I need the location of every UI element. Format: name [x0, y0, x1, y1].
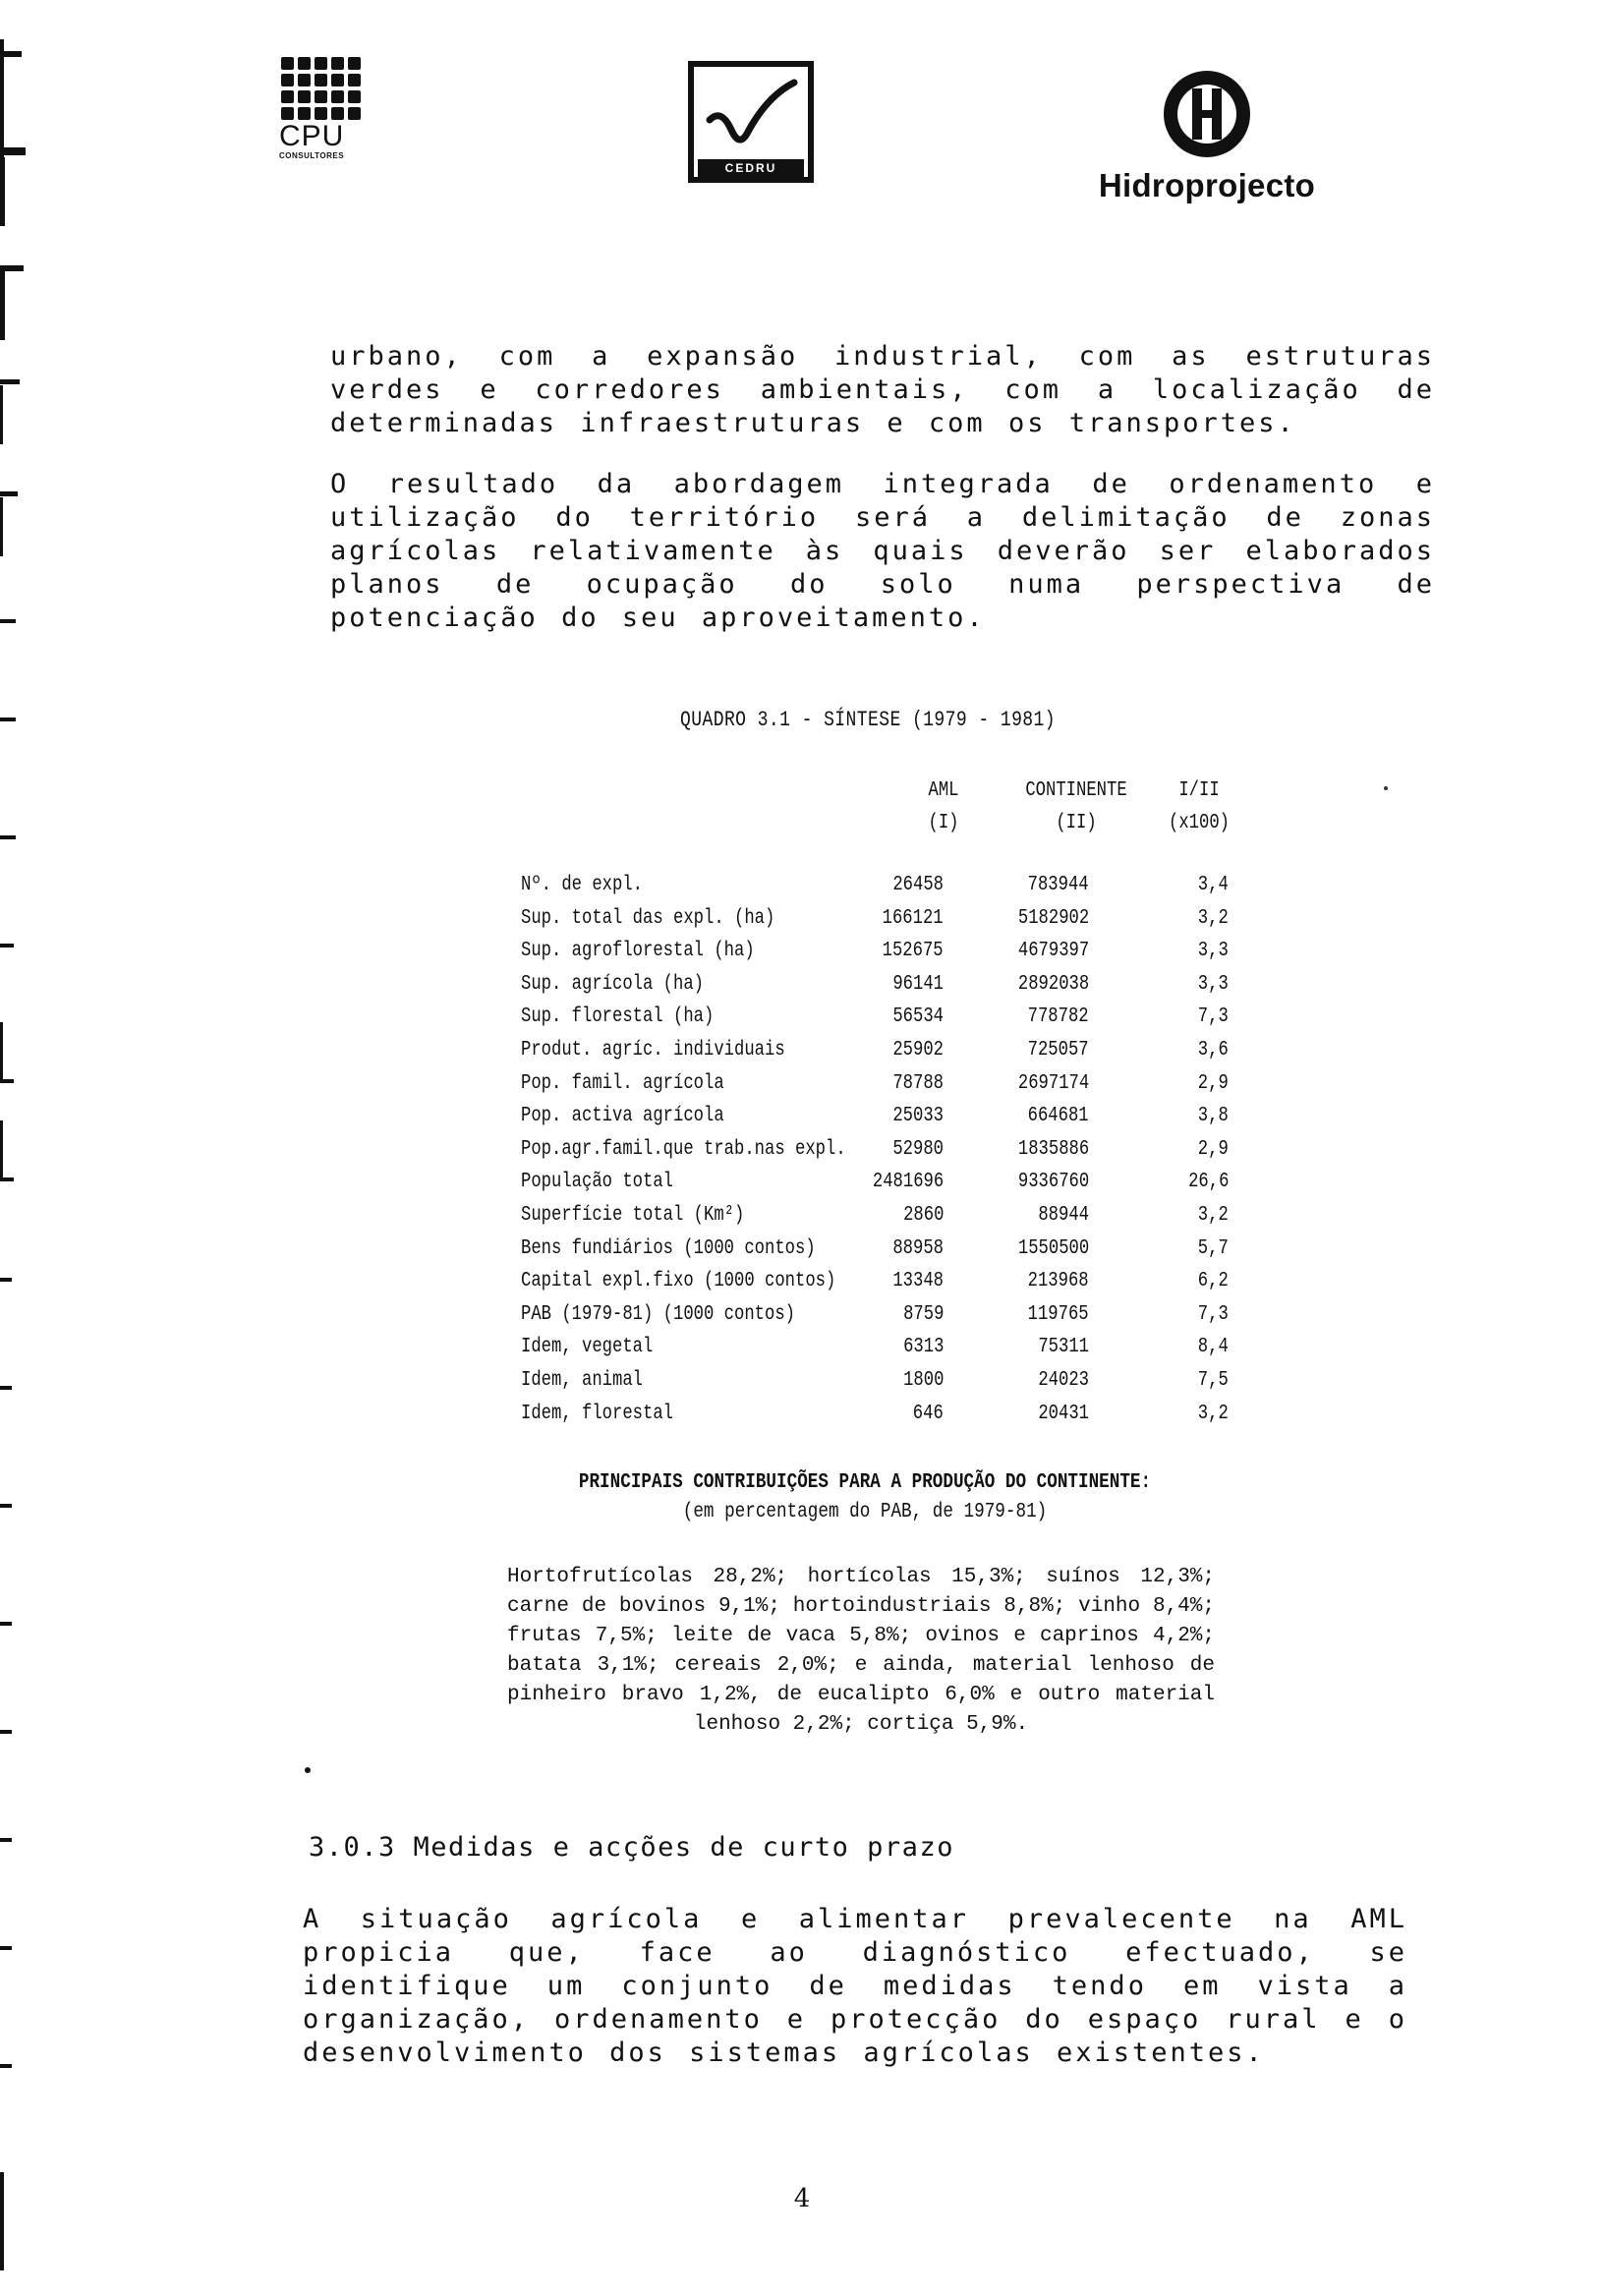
- row-label: Idem, animal: [521, 1369, 644, 1392]
- row-label: Superfície total (Km²): [521, 1204, 745, 1227]
- table-row: [511, 1199, 1258, 1232]
- row-label: Idem, florestal: [521, 1402, 674, 1425]
- row-label: Idem, vegetal: [521, 1336, 654, 1359]
- row-label: Nº. de expl.: [521, 874, 644, 896]
- cell-continente: 725057: [1027, 1039, 1089, 1062]
- cell-ratio: 2,9: [1197, 1071, 1229, 1095]
- cell-aml: 2860: [902, 1204, 944, 1227]
- cell-continente: 213968: [1027, 1270, 1089, 1293]
- cell-ratio: 6,2: [1197, 1270, 1229, 1293]
- table-row: [511, 1265, 1258, 1297]
- cell-ratio: 7,3: [1197, 1302, 1229, 1326]
- cell-aml: 6313: [902, 1336, 944, 1359]
- paragraph-measures: A situação agrícola e alimentar prevalecente na AML propicia que, face ao diagnóstico efectuado, se identifique um conjunto de medidas tendo em vista a organização, ordenamento e protecção do espaço rural e o desenvolvimento dos sistemas agrícolas existentes.: [303, 1904, 1407, 2068]
- bullet-mark: [305, 1767, 311, 1773]
- cell-ratio: 3,2: [1197, 1204, 1229, 1227]
- row-label: PAB (1979-81) (1000 contos): [521, 1302, 796, 1326]
- row-label: Produt. agríc. individuais: [521, 1039, 785, 1062]
- table-row: [511, 1364, 1258, 1397]
- table-row: [511, 935, 1258, 967]
- cell-ratio: 5,7: [1197, 1236, 1229, 1260]
- cell-continente: 778782: [1027, 1005, 1089, 1029]
- cell-aml: 1800: [902, 1369, 944, 1392]
- cell-ratio: 7,5: [1197, 1369, 1229, 1392]
- table-row: [511, 902, 1258, 935]
- cell-aml: 13348: [892, 1270, 944, 1293]
- col-header-continente: CONTINENTE: [1025, 779, 1127, 802]
- cell-aml: 26458: [892, 874, 944, 896]
- contributions-subtitle: (em percentagem do PAB, de 1979-81): [682, 1501, 1048, 1523]
- cedru-logo-text: CEDRU: [698, 159, 804, 177]
- cell-ratio: 3,2: [1197, 1402, 1229, 1425]
- speck: [1384, 786, 1388, 790]
- table-row: [511, 869, 1258, 901]
- cell-ratio: 7,3: [1197, 1005, 1229, 1029]
- table-row: [511, 968, 1258, 1001]
- table-row: [511, 1398, 1258, 1430]
- cell-ratio: 2,9: [1197, 1137, 1229, 1161]
- cedru-logo: [688, 61, 814, 183]
- row-label: População total: [521, 1171, 674, 1194]
- binding-edge: [0, 0, 59, 2296]
- table-row: [511, 1133, 1258, 1166]
- col-header-aml: AML: [928, 779, 959, 802]
- cell-continente: 1550500: [1017, 1236, 1089, 1260]
- table-row: [511, 1331, 1258, 1363]
- col-subheader-aml: (I): [928, 812, 959, 834]
- hidroprojecto-logo-text: Hidroprojecto: [1098, 167, 1316, 203]
- table-row: [511, 1034, 1258, 1066]
- cell-continente: 9336760: [1017, 1171, 1089, 1194]
- cell-ratio: 3,3: [1197, 940, 1229, 963]
- cell-aml: 56534: [892, 1005, 944, 1029]
- cpu-logo: [267, 57, 356, 160]
- cell-aml: 8759: [902, 1302, 944, 1326]
- cell-ratio: 3,8: [1197, 1105, 1229, 1128]
- cpu-grid-icon: [281, 57, 356, 120]
- cell-ratio: 26,6: [1187, 1171, 1229, 1194]
- cell-ratio: 8,4: [1197, 1336, 1229, 1359]
- cell-continente: 664681: [1027, 1105, 1089, 1128]
- row-label: Sup. total das expl. (ha): [521, 906, 775, 930]
- cpu-logo-text: CPU: [279, 120, 345, 152]
- table-row: [511, 1166, 1258, 1198]
- cell-continente: 2697174: [1017, 1071, 1089, 1095]
- col-subheader-continente: (II): [1056, 812, 1097, 834]
- cell-continente: 5182902: [1017, 906, 1089, 930]
- contributions-text: Hortofrutícolas 28,2%; hortícolas 15,3%; suínos 12,3%; carne de bovinos 9,1%; hortoindustriais 8,8%; vinho 8,4%; frutas 7,5%; leite de vaca 5,8%; ovinos e caprinos 4,2%; batata 3,1%; cereais 2,0%; e ainda, material lenhoso de pinheiro bravo 1,2%, de eucalipto 6,0% e outro material lenhoso 2,2%; cortiça 5,9%.: [507, 1566, 1215, 1736]
- row-label: Pop. famil. agrícola: [521, 1071, 724, 1095]
- col-subheader-ratio: (x100): [1168, 812, 1231, 834]
- cell-aml: 96141: [892, 972, 944, 996]
- row-label: Sup. agrícola (ha): [521, 972, 705, 996]
- table-row: [511, 1067, 1258, 1100]
- page-number: 4: [793, 2184, 811, 2213]
- row-label: Bens fundiários (1000 contos): [521, 1236, 816, 1260]
- row-label: Pop. activa agrícola: [521, 1105, 724, 1128]
- row-label: Pop.agr.famil.que trab.nas expl.: [521, 1137, 846, 1161]
- cpu-logo-subtext: CONSULTORES: [279, 151, 345, 160]
- section-heading: 3.0.3 Medidas e acções de curto prazo: [309, 1832, 954, 1863]
- cell-continente: 1835886: [1017, 1137, 1089, 1161]
- cell-aml: 166121: [882, 906, 944, 930]
- cell-continente: 24023: [1038, 1369, 1089, 1392]
- cell-ratio: 3,3: [1197, 972, 1229, 996]
- table-row: [511, 1298, 1258, 1331]
- table-title: QUADRO 3.1 - SÍNTESE (1979 - 1981): [680, 708, 1057, 732]
- cell-aml: 25902: [892, 1039, 944, 1062]
- hidroprojecto-logo: [1079, 69, 1335, 204]
- paragraph-result: O resultado da abordagem integrada de ordenamento e utilização do território será a delimitação de zonas agrícolas relativamente às quais deverão ser elaborados planos de ocupação do solo numa perspectiva de potenciação do seu aproveitamento.: [330, 469, 1435, 633]
- cell-ratio: 3,6: [1197, 1039, 1229, 1062]
- cell-continente: 2892038: [1017, 972, 1089, 996]
- table-row: [511, 1001, 1258, 1033]
- cell-aml: 2481696: [872, 1171, 944, 1194]
- contributions-title: PRINCIPAIS CONTRIBUIÇÕES PARA A PRODUÇÃO DO CONTINENTE:: [578, 1471, 1152, 1494]
- cell-continente: 783944: [1027, 874, 1089, 896]
- cell-aml: 78788: [892, 1071, 944, 1095]
- row-label: Sup. florestal (ha): [521, 1005, 715, 1029]
- cell-aml: 152675: [882, 940, 944, 963]
- table-row: [511, 1233, 1258, 1265]
- paragraph-intro: urbano, com a expansão industrial, com as estruturas verdes e corredores ambientais, com a localização de determinadas infraestruturas e com os transportes.: [330, 341, 1435, 438]
- cell-aml: 646: [912, 1402, 944, 1425]
- cell-ratio: 3,4: [1197, 874, 1229, 896]
- cell-continente: 20431: [1038, 1402, 1089, 1425]
- row-label: Sup. agroflorestal (ha): [521, 940, 755, 963]
- table-row: [511, 1100, 1258, 1132]
- col-header-ratio: I/II: [1178, 779, 1220, 802]
- cell-ratio: 3,2: [1197, 906, 1229, 930]
- cell-continente: 4679397: [1017, 940, 1089, 963]
- cell-aml: 88958: [892, 1236, 944, 1260]
- cell-continente: 119765: [1027, 1302, 1089, 1326]
- hidroprojecto-emblem-icon: [1162, 69, 1252, 159]
- cell-aml: 25033: [892, 1105, 944, 1128]
- cell-continente: 75311: [1038, 1336, 1089, 1359]
- row-label: Capital expl.fixo (1000 contos): [521, 1270, 836, 1293]
- cell-aml: 52980: [892, 1137, 944, 1161]
- cell-continente: 88944: [1038, 1204, 1089, 1227]
